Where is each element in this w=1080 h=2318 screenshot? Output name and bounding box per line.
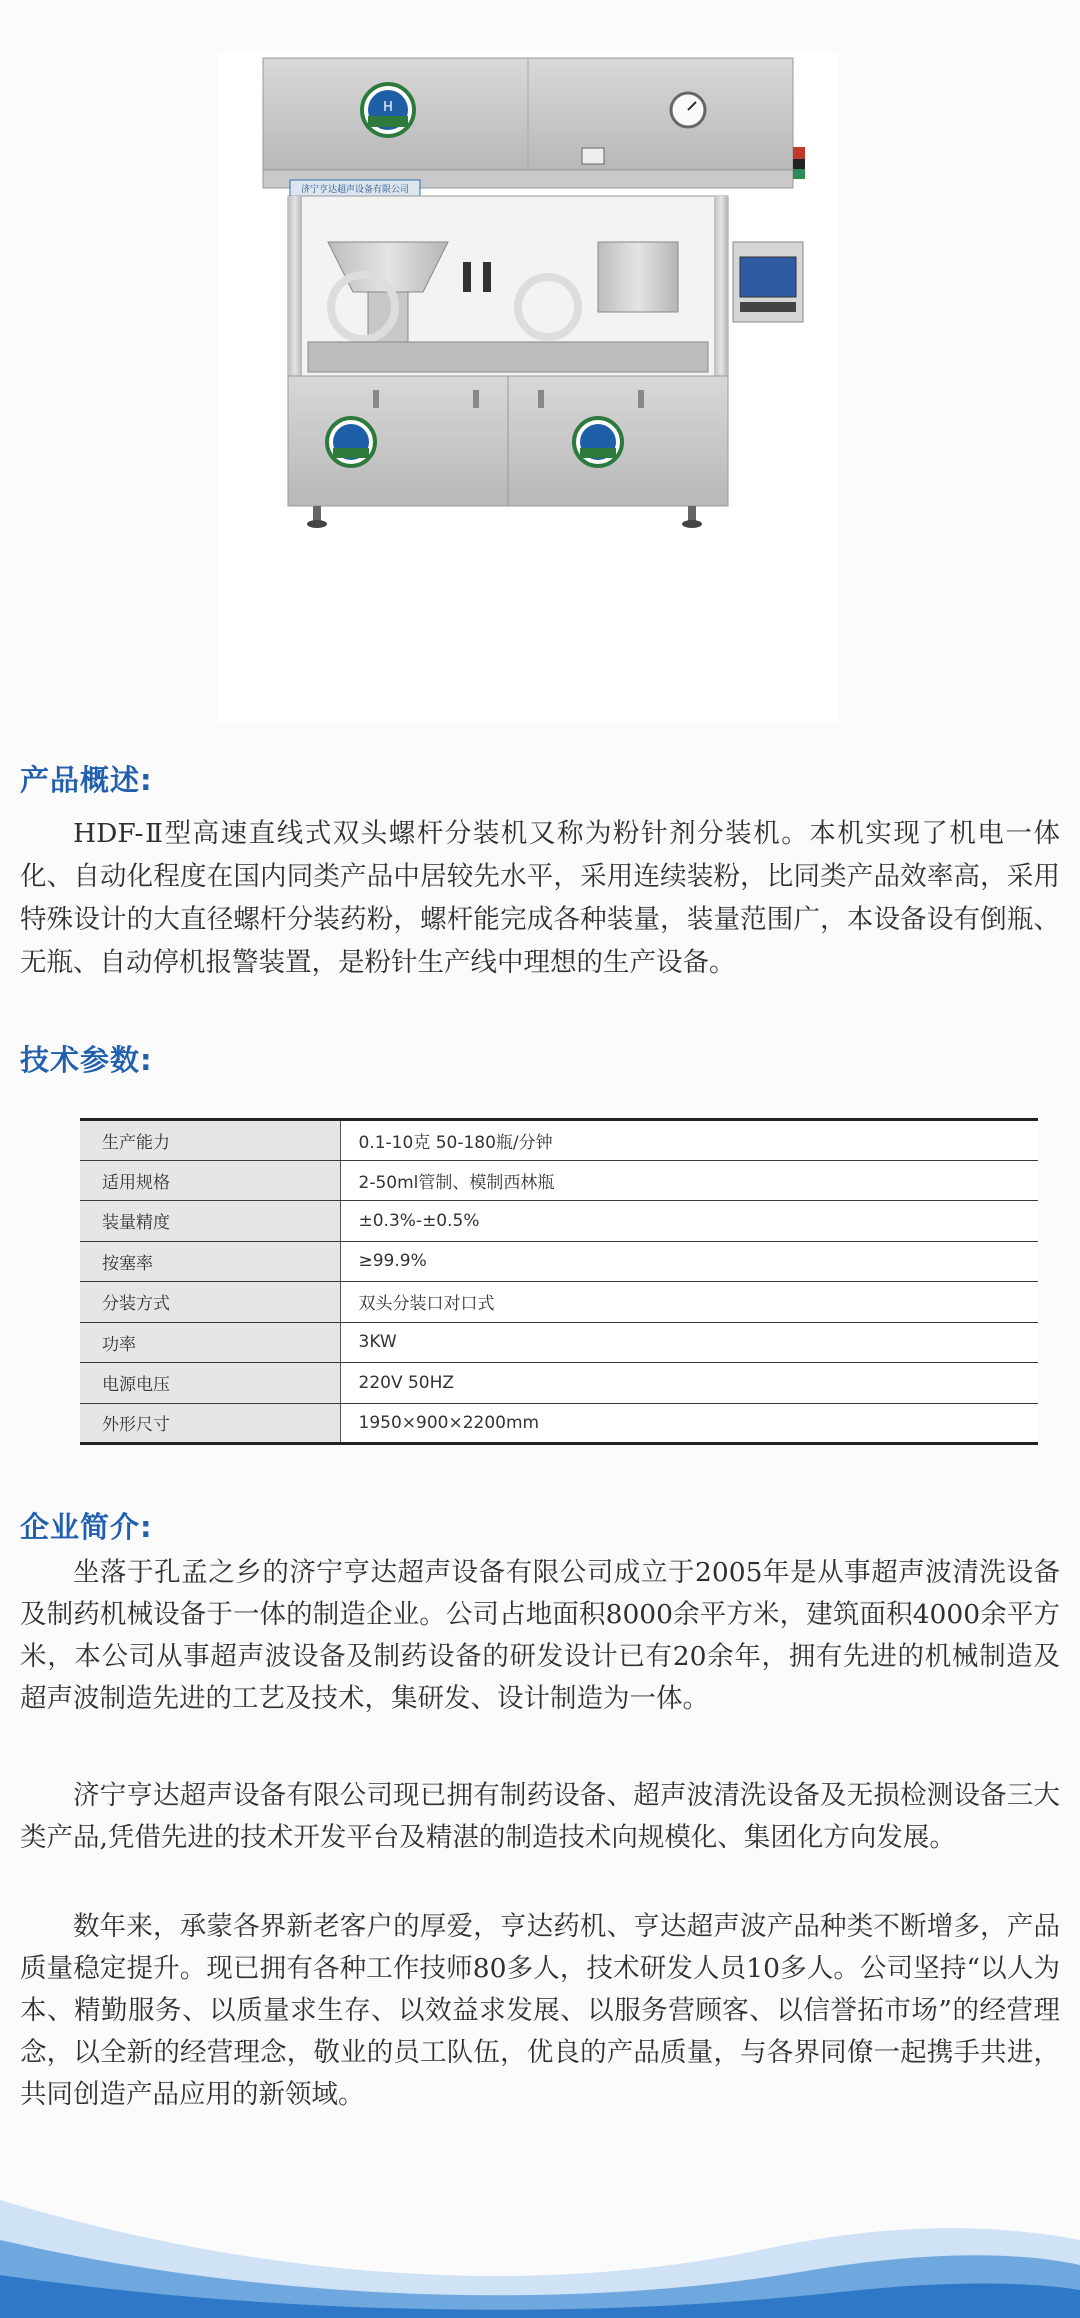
table-row bbox=[80, 1160, 1038, 1201]
spec-key: 外形尺寸 bbox=[80, 1403, 340, 1444]
logo-icon bbox=[362, 84, 414, 136]
spec-key: 电源电压 bbox=[80, 1363, 340, 1404]
product-photo bbox=[218, 52, 838, 722]
spec-key: 生产能力 bbox=[80, 1120, 340, 1161]
spec-key: 适用规格 bbox=[80, 1160, 340, 1201]
touchscreen-icon bbox=[740, 257, 796, 297]
specs-heading: 技术参数: bbox=[20, 1043, 153, 1077]
spec-value: ≥99.9% bbox=[340, 1241, 1038, 1282]
wave-decoration bbox=[0, 2180, 1080, 2318]
logo-icon bbox=[574, 418, 622, 466]
svg-text:济宁亨达超声设备有限公司: 济宁亨达超声设备有限公司 bbox=[300, 185, 410, 195]
spec-value: 3KW bbox=[340, 1322, 1038, 1363]
table-row bbox=[80, 1282, 1038, 1323]
spec-value: 0.1-10克 50-180瓶/分钟 bbox=[340, 1120, 1038, 1161]
spec-key: 功率 bbox=[80, 1322, 340, 1363]
spec-key: 装量精度 bbox=[80, 1201, 340, 1242]
table-row bbox=[80, 1363, 1038, 1404]
spec-value: 2-50ml管制、模制西林瓶 bbox=[340, 1160, 1038, 1201]
table-row bbox=[80, 1403, 1038, 1444]
overview-heading: 产品概述: bbox=[20, 763, 153, 797]
spec-value: 1950×900×2200mm bbox=[340, 1403, 1038, 1444]
logo-icon bbox=[327, 418, 375, 466]
company-paragraph-1: 坐落于孔孟之乡的济宁亨达超声设备有限公司成立于2005年是从事超声波清洗设备及制药机械设备于一体的制造企业。公司占地面积8000余平方米，建筑面积4000余平方米，本公司从事超声波设备及制药设备的研发设计已有20余年，拥有先进的机械制造及超声波制造先进的工艺及技术，集研发、设计制造为一体。 bbox=[20, 1557, 1060, 1714]
company-heading: 企业简介: bbox=[20, 1510, 153, 1544]
table-row bbox=[80, 1322, 1038, 1363]
powder-filling-machine-illustration bbox=[218, 52, 838, 722]
spec-key: 分装方式 bbox=[80, 1282, 340, 1323]
company-paragraph-3: 数年来，承蒙各界新老客户的厚爱，亨达药机、亨达超声波产品种类不断增多，产品质量稳定提升。现已拥有各种工作技师80多人，技术研发人员10多人。公司坚持“以人为本、精勤服务、以质量求生存、以效益求发展、以服务营顾客、以信誉拓市场”的经营理念，以全新的经营理念，敬业的员工队伍，优良的产品质量，与各界同僚一起携手共进，共同创造产品应用的新领域。 bbox=[20, 1911, 1060, 2110]
spec-value: ±0.3%-±0.5% bbox=[340, 1201, 1038, 1242]
specs-table bbox=[80, 1118, 1038, 1445]
table-row bbox=[80, 1201, 1038, 1242]
overview-paragraph: HDF-Ⅱ型高速直线式双头螺杆分装机又称为粉针剂分装机。本机实现了机电一体化、自动化程度在国内同类产品中居较先水平，采用连续装粉，比同类产品效率高，采用特殊设计的大直径螺杆分装药粉，螺杆能完成各种装量，装量范围广，本设备设有倒瓶、无瓶、自动停机报警装置，是粉针生产线中理想的生产设备。 bbox=[20, 818, 1060, 978]
thermometer-display bbox=[582, 148, 604, 164]
spec-value: 双头分装口对口式 bbox=[340, 1282, 1038, 1323]
spec-value: 220V 50HZ bbox=[340, 1363, 1038, 1404]
table-row bbox=[80, 1120, 1038, 1161]
table-row bbox=[80, 1241, 1038, 1282]
spec-key: 按塞率 bbox=[80, 1241, 340, 1282]
company-paragraph-2: 济宁亨达超声设备有限公司现已拥有制药设备、超声波清洗设备及无损检测设备三大类产品,凭借先进的技术开发平台及精湛的制造技术向规模化、集团化方向发展。 bbox=[20, 1780, 1060, 1853]
svg-text:H: H bbox=[383, 100, 393, 115]
